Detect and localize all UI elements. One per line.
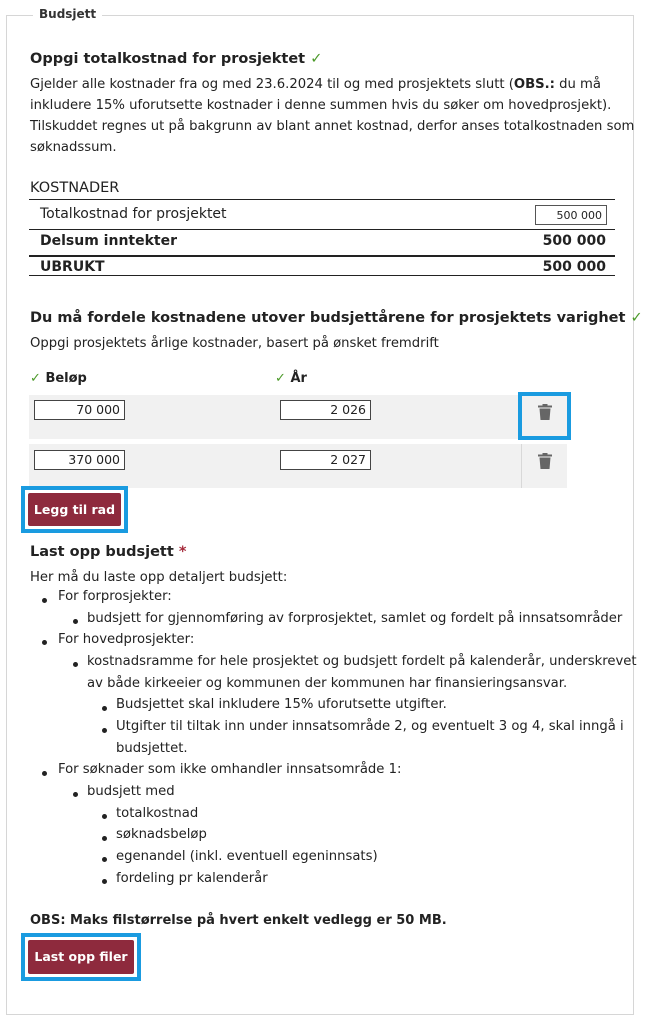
- list-item: totalkostnad: [116, 806, 199, 821]
- bullet: [102, 879, 107, 884]
- list-item: budsjett for gjennomføring av forprosjektet, samlet og fordelt på innsatsområder: [87, 611, 623, 626]
- upload-heading: Last opp budsjett *: [30, 544, 187, 560]
- add-row-button[interactable]: Legg til rad: [28, 493, 121, 526]
- delete-row-highlight: [518, 392, 571, 440]
- bullet: [42, 640, 47, 645]
- year-input[interactable]: 2 027: [280, 450, 371, 470]
- divider: [29, 199, 615, 200]
- unused-label: UBRUKT: [40, 259, 105, 275]
- list-item: av både kirkeeier og kommunen der kommunen har finansieringsansvar.: [87, 676, 568, 691]
- required-marker: *: [178, 544, 187, 560]
- distribution-description: Oppgi prosjektets årlige kostnader, basert på ønsket fremdrift: [30, 336, 439, 351]
- subtotal-label: Delsum inntekter: [40, 233, 177, 249]
- total-cost-label: Totalkostnad for prosjektet: [40, 206, 227, 222]
- bullet: [102, 836, 107, 841]
- divider: [29, 229, 615, 230]
- trash-icon[interactable]: [538, 453, 552, 469]
- fieldset-legend: Budsjett: [33, 7, 102, 21]
- total-cost-input[interactable]: 500 000: [535, 205, 607, 225]
- year-column-header: ✓ År: [275, 371, 307, 386]
- check-icon: ✓: [30, 371, 41, 386]
- bullet: [42, 598, 47, 603]
- check-icon: ✓: [630, 310, 643, 326]
- list-item: For forprosjekter:: [58, 589, 172, 604]
- bullet: [73, 619, 78, 624]
- amount-input[interactable]: 70 000: [34, 400, 125, 420]
- divider: [29, 255, 615, 257]
- list-item: Budsjettet skal inkludere 15% uforutsette utgifter.: [116, 697, 447, 712]
- subtotal-value: 500 000: [542, 233, 606, 249]
- bullet: [102, 814, 107, 819]
- list-item: For søknader som ikke omhandler innsatsområde 1:: [58, 762, 402, 777]
- bullet: [102, 857, 107, 862]
- amount-column-header: ✓ Beløp: [30, 371, 87, 386]
- bullet: [73, 662, 78, 667]
- unused-value: 500 000: [542, 259, 606, 275]
- list-item: kostnadsramme for hele prosjektet og budsjett fordelt på kalenderår, underskrevet: [87, 654, 637, 669]
- check-icon: ✓: [310, 51, 323, 67]
- total-cost-heading: Oppgi totalkostnad for prosjektet ✓: [30, 51, 323, 67]
- bullet: [102, 706, 107, 711]
- year-input[interactable]: 2 026: [280, 400, 371, 420]
- list-item: egenandel (inkl. eventuell egeninnsats): [116, 849, 378, 864]
- upload-files-button[interactable]: Last opp filer: [28, 940, 134, 974]
- list-item: fordeling pr kalenderår: [116, 871, 268, 886]
- divider: [29, 275, 615, 276]
- bullet: [73, 792, 78, 797]
- distribution-heading: Du må fordele kostnadene utover budsjettårene for prosjektets varighet ✓: [30, 310, 643, 326]
- total-cost-description: Gjelder alle kostnader fra og med 23.6.2024 til og med prosjektets slutt (OBS.: du må inkludere 15% uforutsette kostnader i denne summen hvis du søker om hovedprosjekt). Tilskuddet regnes ut på bakgrunn av blant annet kostnad, derfor anses totalkostnaden som søknadssum.: [30, 77, 635, 155]
- amount-input[interactable]: 370 000: [34, 450, 125, 470]
- check-icon: ✓: [275, 371, 286, 386]
- list-item: Utgifter til tiltak inn under innsatsområde 2, og eventuelt 3 og 4, skal inngå i: [116, 719, 624, 734]
- upload-intro: Her må du laste opp detaljert budsjett:: [30, 570, 288, 585]
- bullet: [42, 771, 47, 776]
- list-item: For hovedprosjekter:: [58, 632, 195, 647]
- list-item: budsjettet.: [116, 741, 188, 756]
- list-item: søknadsbeløp: [116, 827, 207, 842]
- file-size-note: OBS: Maks filstørrelse på hvert enkelt vedlegg er 50 MB.: [30, 913, 447, 928]
- bullet: [102, 728, 107, 733]
- list-item: budsjett med: [87, 784, 175, 799]
- divider: [521, 444, 522, 488]
- costs-table-title: KOSTNADER: [30, 180, 120, 196]
